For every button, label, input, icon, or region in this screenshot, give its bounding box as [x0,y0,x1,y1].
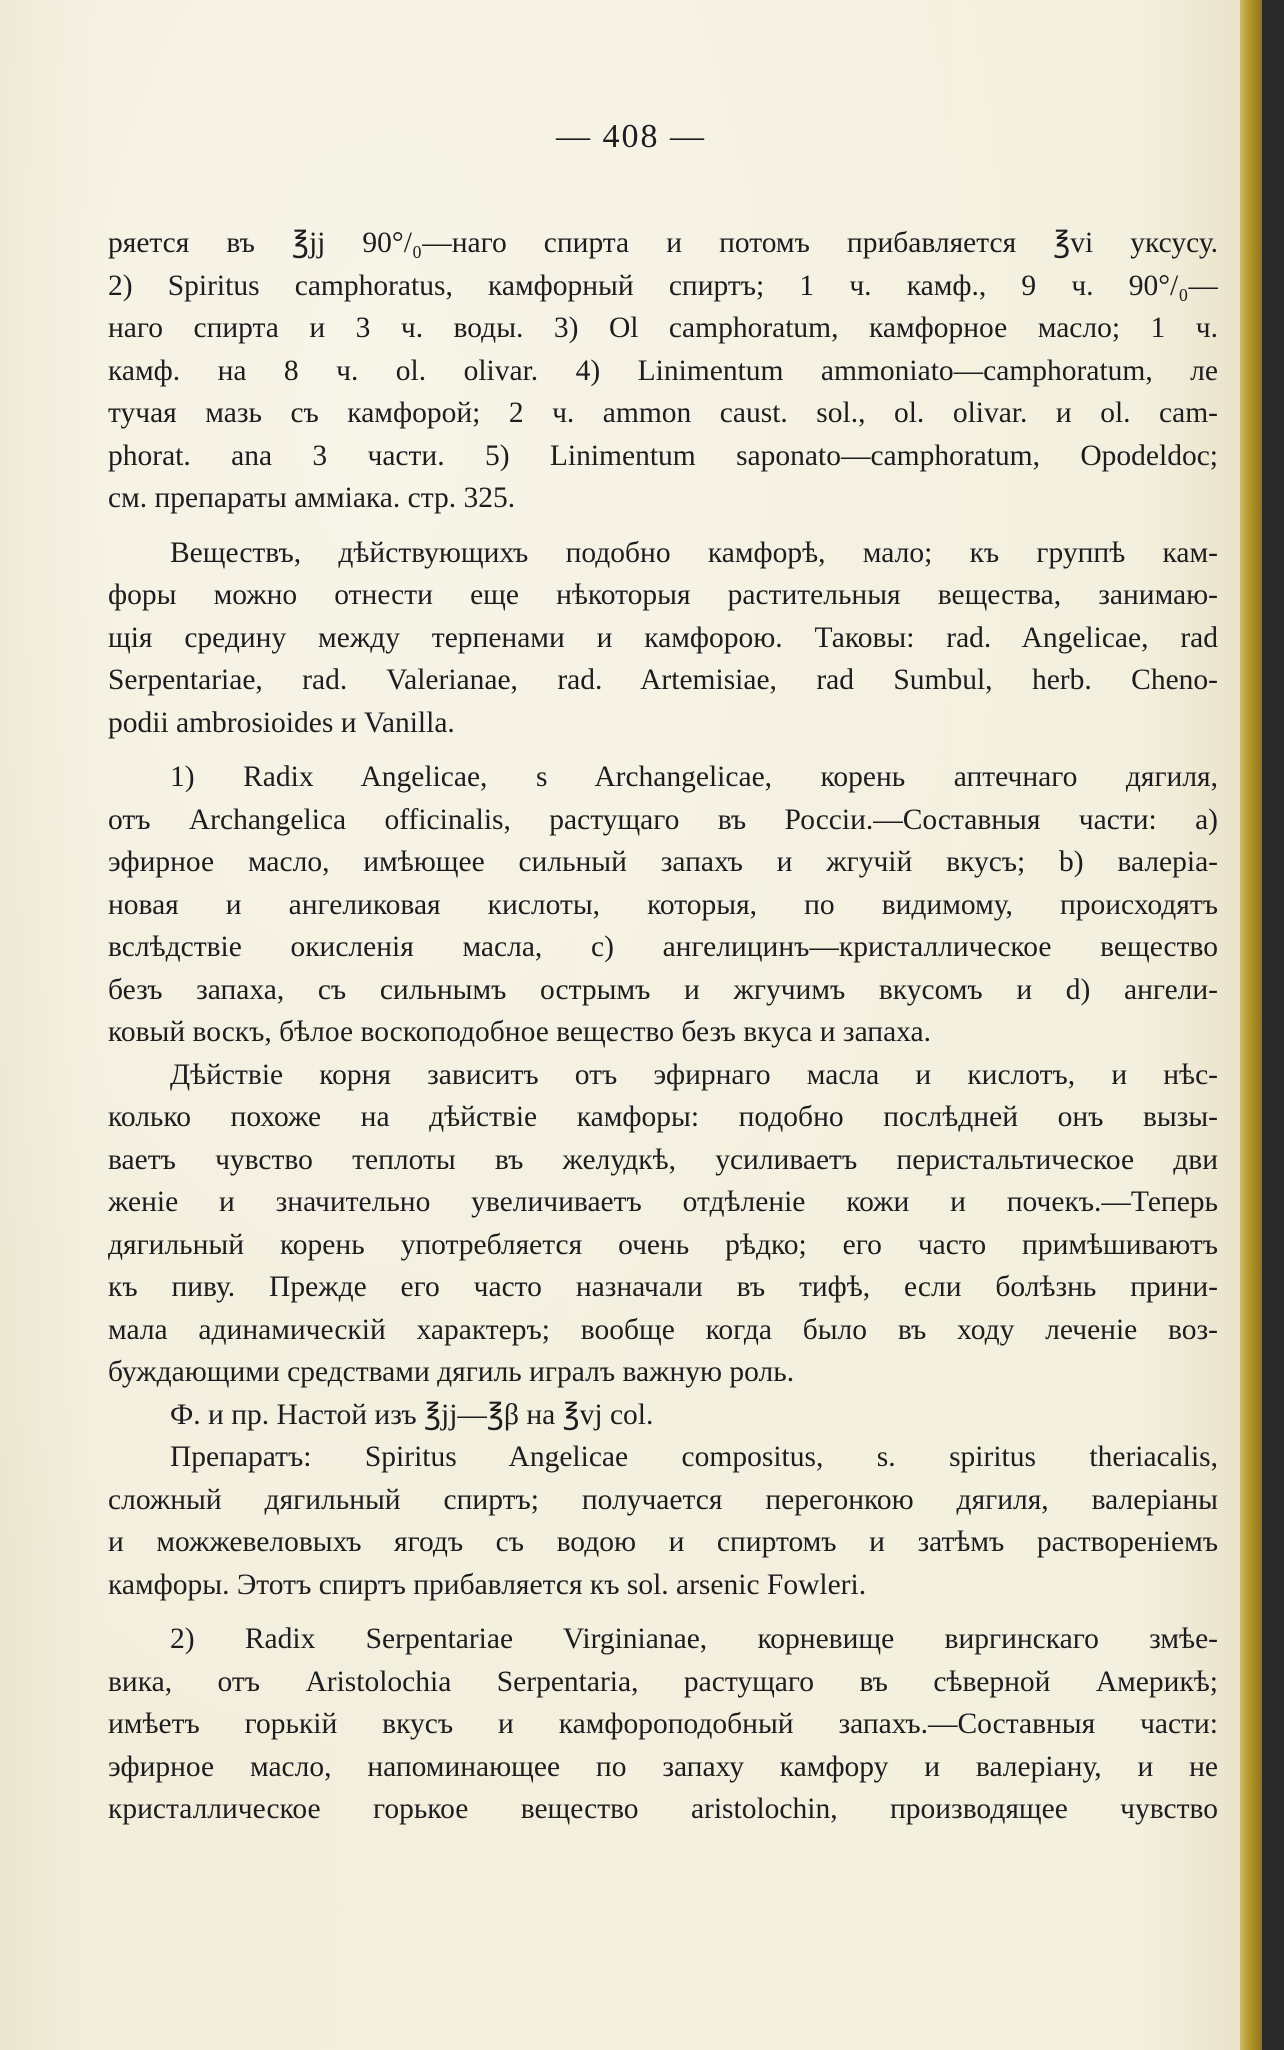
text-line: новая и ангеликовая кислоты, которыя, по видимому, происходятъ [108,888,1218,921]
text-line: буждающими средствами дягиль игралъ важную роль. [108,1356,795,1388]
text-line: ряется въ ℥jj 90°/₀—наго спирта и потомъ прибавляется ℥vi уксусу. [108,227,1218,259]
text-line: эфирное масло, имѣющее сильный запахъ и жгучiй вкусъ; b) валерiа- [108,846,1218,878]
text-line: Serpentariae, rad. Valerianae, rad. Artemisiae, rad Sumbul, herb. Cheno- [108,664,1218,696]
text-line: къ пиву. Прежде его часто назначали въ тифѣ, если болѣзнь прини- [108,1271,1218,1303]
text-line: ковый воскъ, бѣлое воскоподобное вещество безъ вкуса и запаха. [108,1016,932,1048]
text-line: сложный дягильный спиртъ; получается перегонкою дягиля, валерiаны [108,1483,1218,1516]
text-line: Препаратъ: Spiritus Angelicae compositus, s. spiritus theriacalis, [170,1441,1218,1473]
text-line: отъ Archangelica officinalis, растущаго въ Россiи.—Составныя части: a) [108,803,1218,836]
text-line: женiе и значительно увеличиваетъ отдѣленiе кожи и почекъ.—Теперь [108,1186,1218,1218]
text-line: эфирное масло, напоминающее по запаху камфору и валерiану, и не [108,1750,1218,1783]
paragraph [108,222,1218,520]
text-line: 2) Radix Serpentariae Virginianae, корневище виргинскаго змѣе- [170,1623,1218,1655]
text-line: 1) Radix Angelicae, s Archangelicae, корень аптечнаго дягиля, [170,761,1218,793]
body-text [108,222,1218,1831]
text-line: наго спирта и 3 ч. воды. 3) Ol camphoratum, камфорное масло; 1 ч. [108,312,1218,344]
text-line: дягильный корень употребляется очень рѣдко; его часто примѣшиваютъ [108,1228,1218,1261]
text-line: вика, отъ Aristolochia Serpentaria, растущаго въ сѣверной Америкѣ; [108,1665,1218,1698]
text-line: имѣетъ горькiй вкусъ и камфороподобный запахъ.—Составныя части: [108,1708,1218,1740]
text-line: щiя средину между терпенами и камфорою. Таковы: rad. Angelicae, rad [108,621,1218,654]
text-line: камфоры. Этотъ спиртъ прибавляется къ sol. arsenic Fowleri. [108,1568,867,1601]
text-line: 2) Spiritus camphoratus, камфорный спиртъ; 1 ч. камф., 9 ч. 90°/₀— [108,269,1218,302]
text-line: и можжевеловыхъ ягодъ съ водою и спиртомъ и затѣмъ растворенiемъ [108,1526,1218,1558]
paragraph [108,1618,1218,1831]
paragraph [108,756,1218,1054]
text-line: Веществъ, дѣйствующихъ подобно камфорѣ, мало; къ группѣ кам- [170,536,1218,569]
text-line: Дѣйствiе корня зависитъ отъ эфирнаго масла и кислотъ, и нѣс- [170,1058,1218,1091]
text-line: podii ambrosioides и Vanilla. [108,706,455,739]
text-line: ваетъ чувство теплоты въ желудкѣ, усиливаетъ перистальтическое дви [108,1143,1218,1176]
text-line: Ф. и пр. Настой изъ ℥jj—℥β на ℥vj col. [170,1398,654,1431]
text-line: форы можно отнести еще нѣкоторыя растительныя вещества, занимаю- [108,579,1218,611]
text-line: мала адинамическiй характеръ; вообще когда было въ ходу леченiе воз- [108,1313,1218,1346]
page-number: — 408 — [556,118,706,155]
text-line: phorat. ana 3 части. 5) Linimentum saponato—camphoratum, Opodeldoc; [108,439,1218,472]
text-line: см. препараты аммiака. стр. 325. [108,482,516,514]
text-line: колько похоже на дѣйствiе камфоры: подобно послѣдней онъ вызы- [108,1101,1218,1133]
paragraph [108,1436,1218,1606]
page-edge [1240,0,1262,2050]
paragraph [108,532,1218,745]
text-line: камф. на 8 ч. ol. olivar. 4) Linimentum ammoniato—camphoratum, ле [108,354,1218,387]
text-line: кристаллическое горькое вещество aristolochin, производящее чувство [108,1793,1218,1825]
paragraph [108,1394,1218,1437]
text-line: безъ запаха, съ сильнымъ острымъ и жгучимъ вкусомъ и d) ангели- [108,973,1218,1006]
text-line: тучая мазь съ камфорой; 2 ч. ammon caust. sol., ol. olivar. и ol. cam- [108,397,1218,429]
text-line: вслѣдствiе окисленiя масла, c) ангелицинъ—кристаллическое вещество [108,931,1218,963]
paragraph [108,1054,1218,1394]
